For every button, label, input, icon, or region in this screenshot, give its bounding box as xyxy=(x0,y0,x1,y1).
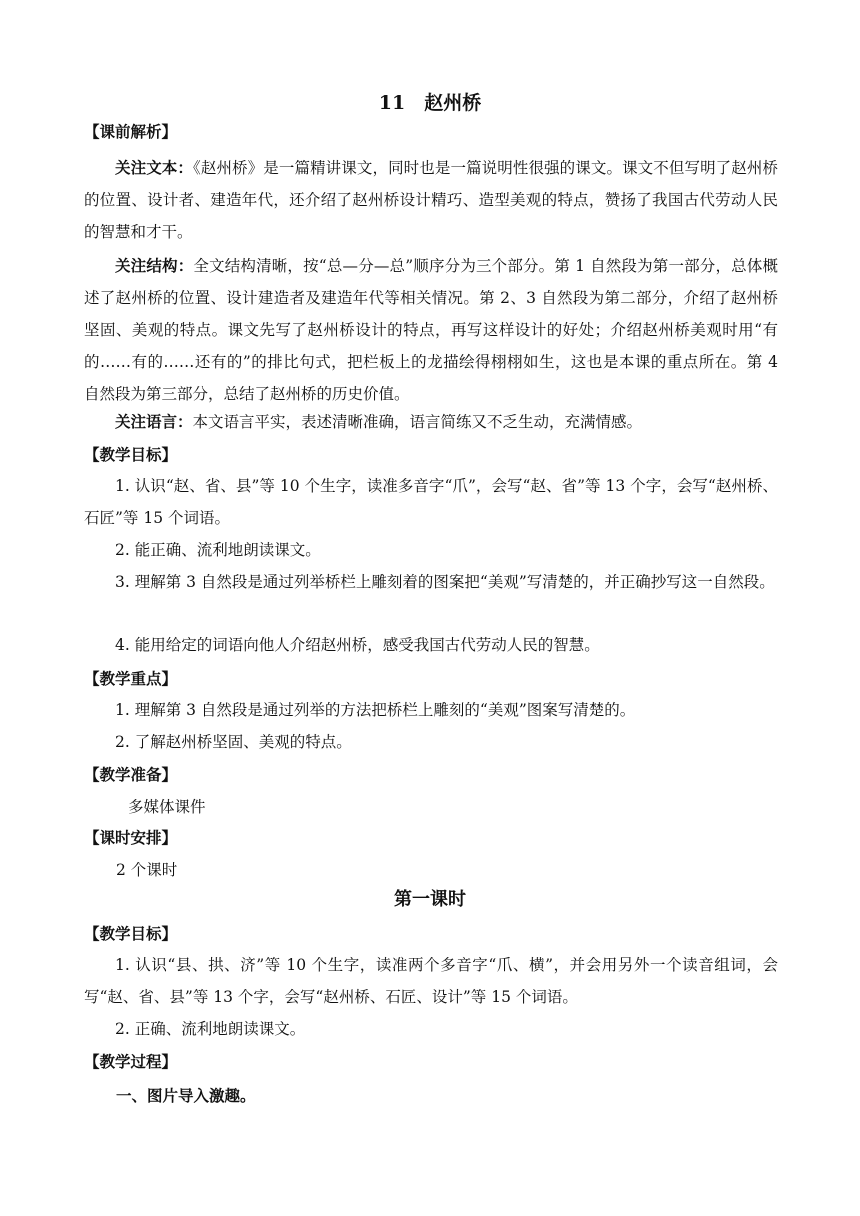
section-heading-key-points: 【教学重点】 xyxy=(84,669,178,688)
key-point-item: 2. 了解赵州桥坚固、美观的特点。 xyxy=(115,733,352,751)
section-heading-preview: 【课前解析】 xyxy=(84,122,178,141)
section-heading-process: 【教学过程】 xyxy=(84,1052,178,1071)
section-heading-schedule: 【课时安排】 xyxy=(84,828,178,847)
lesson-goal-item: 2. 正确、流利地朗读课文。 xyxy=(115,1020,306,1038)
focus-structure-lead: 关注结构： xyxy=(115,256,194,275)
focus-structure-paragraph xyxy=(84,250,778,410)
focus-language-lead: 关注语言： xyxy=(115,412,193,431)
page-title: 11 赵州桥 xyxy=(378,92,482,114)
goal-item: 2. 能正确、流利地朗读课文。 xyxy=(115,541,321,559)
schedule-text: 2 个课时 xyxy=(116,861,178,879)
section-heading-preparation: 【教学准备】 xyxy=(84,765,178,784)
key-point-item: 1. 理解第 3 自然段是通过列举的方法把桥栏上雕刻的“美观”图案写清楚的。 xyxy=(115,701,636,719)
focus-language-paragraph xyxy=(84,406,778,438)
lesson-goal-item: 1. 认识“县、拱、济”等 10 个生字，读准两个多音字“爪、横”，并会用另外一个读音组词，会写“赵、省、县”等 13 个字，会写“赵州桥、石匠、设计”等 15 个词语。 xyxy=(84,956,778,1006)
focus-structure-body: 全文结构清晰，按“总—分—总”顺序分为三个部分。第 1 自然段为第一部分，总体概述了赵州桥的位置、设计建造者及建造年代等相关情况。第 2、3 自然段为第二部分，介绍了赵州桥坚固、美观的特点。课文先写了赵州桥设计的特点，再写这样设计的好处；介绍赵州桥美观时用“有的……有的……还有的”的排比句式，把栏板上的龙描绘得栩栩如生，这也是本课的重点所在。第 4 自然段为第三部分，总结了赵州桥的历史价值。 xyxy=(84,257,778,403)
goal-item: 4. 能用给定的词语向他人介绍赵州桥，感受我国古代劳动人民的智慧。 xyxy=(115,636,600,654)
process-step-heading: 一、图片导入激趣。 xyxy=(116,1086,256,1105)
goal-item: 3. 理解第 3 自然段是通过列举桥栏上雕刻着的图案把“美观”写清楚的，并正确抄写这一自然段。 xyxy=(115,573,775,591)
lesson-one-title: 第一课时 xyxy=(394,889,466,910)
focus-text-lead: 关注文本： xyxy=(115,158,194,177)
focus-text-body: 《赵州桥》是一篇精讲课文，同时也是一篇说明性很强的课文。课文不但写明了赵州桥的位置、设计者、建造年代，还介绍了赵州桥设计精巧、造型美观的特点，赞扬了我国古代劳动人民的智慧和才干。 xyxy=(84,159,778,241)
focus-language-body: 本文语言平实，表述清晰准确，语言简练又不乏生动，充满情感。 xyxy=(192,413,643,431)
section-heading-goals: 【教学目标】 xyxy=(84,445,178,464)
section-heading-lesson-goals: 【教学目标】 xyxy=(84,924,178,943)
goal-item: 1. 认识“赵、省、县”等 10 个生字，读准多音字“爪”，会写“赵、省”等 13 个字，会写“赵州桥、石匠”等 15 个词语。 xyxy=(84,477,778,527)
preparation-text: 多媒体课件 xyxy=(128,798,206,816)
focus-text-paragraph xyxy=(84,152,778,248)
